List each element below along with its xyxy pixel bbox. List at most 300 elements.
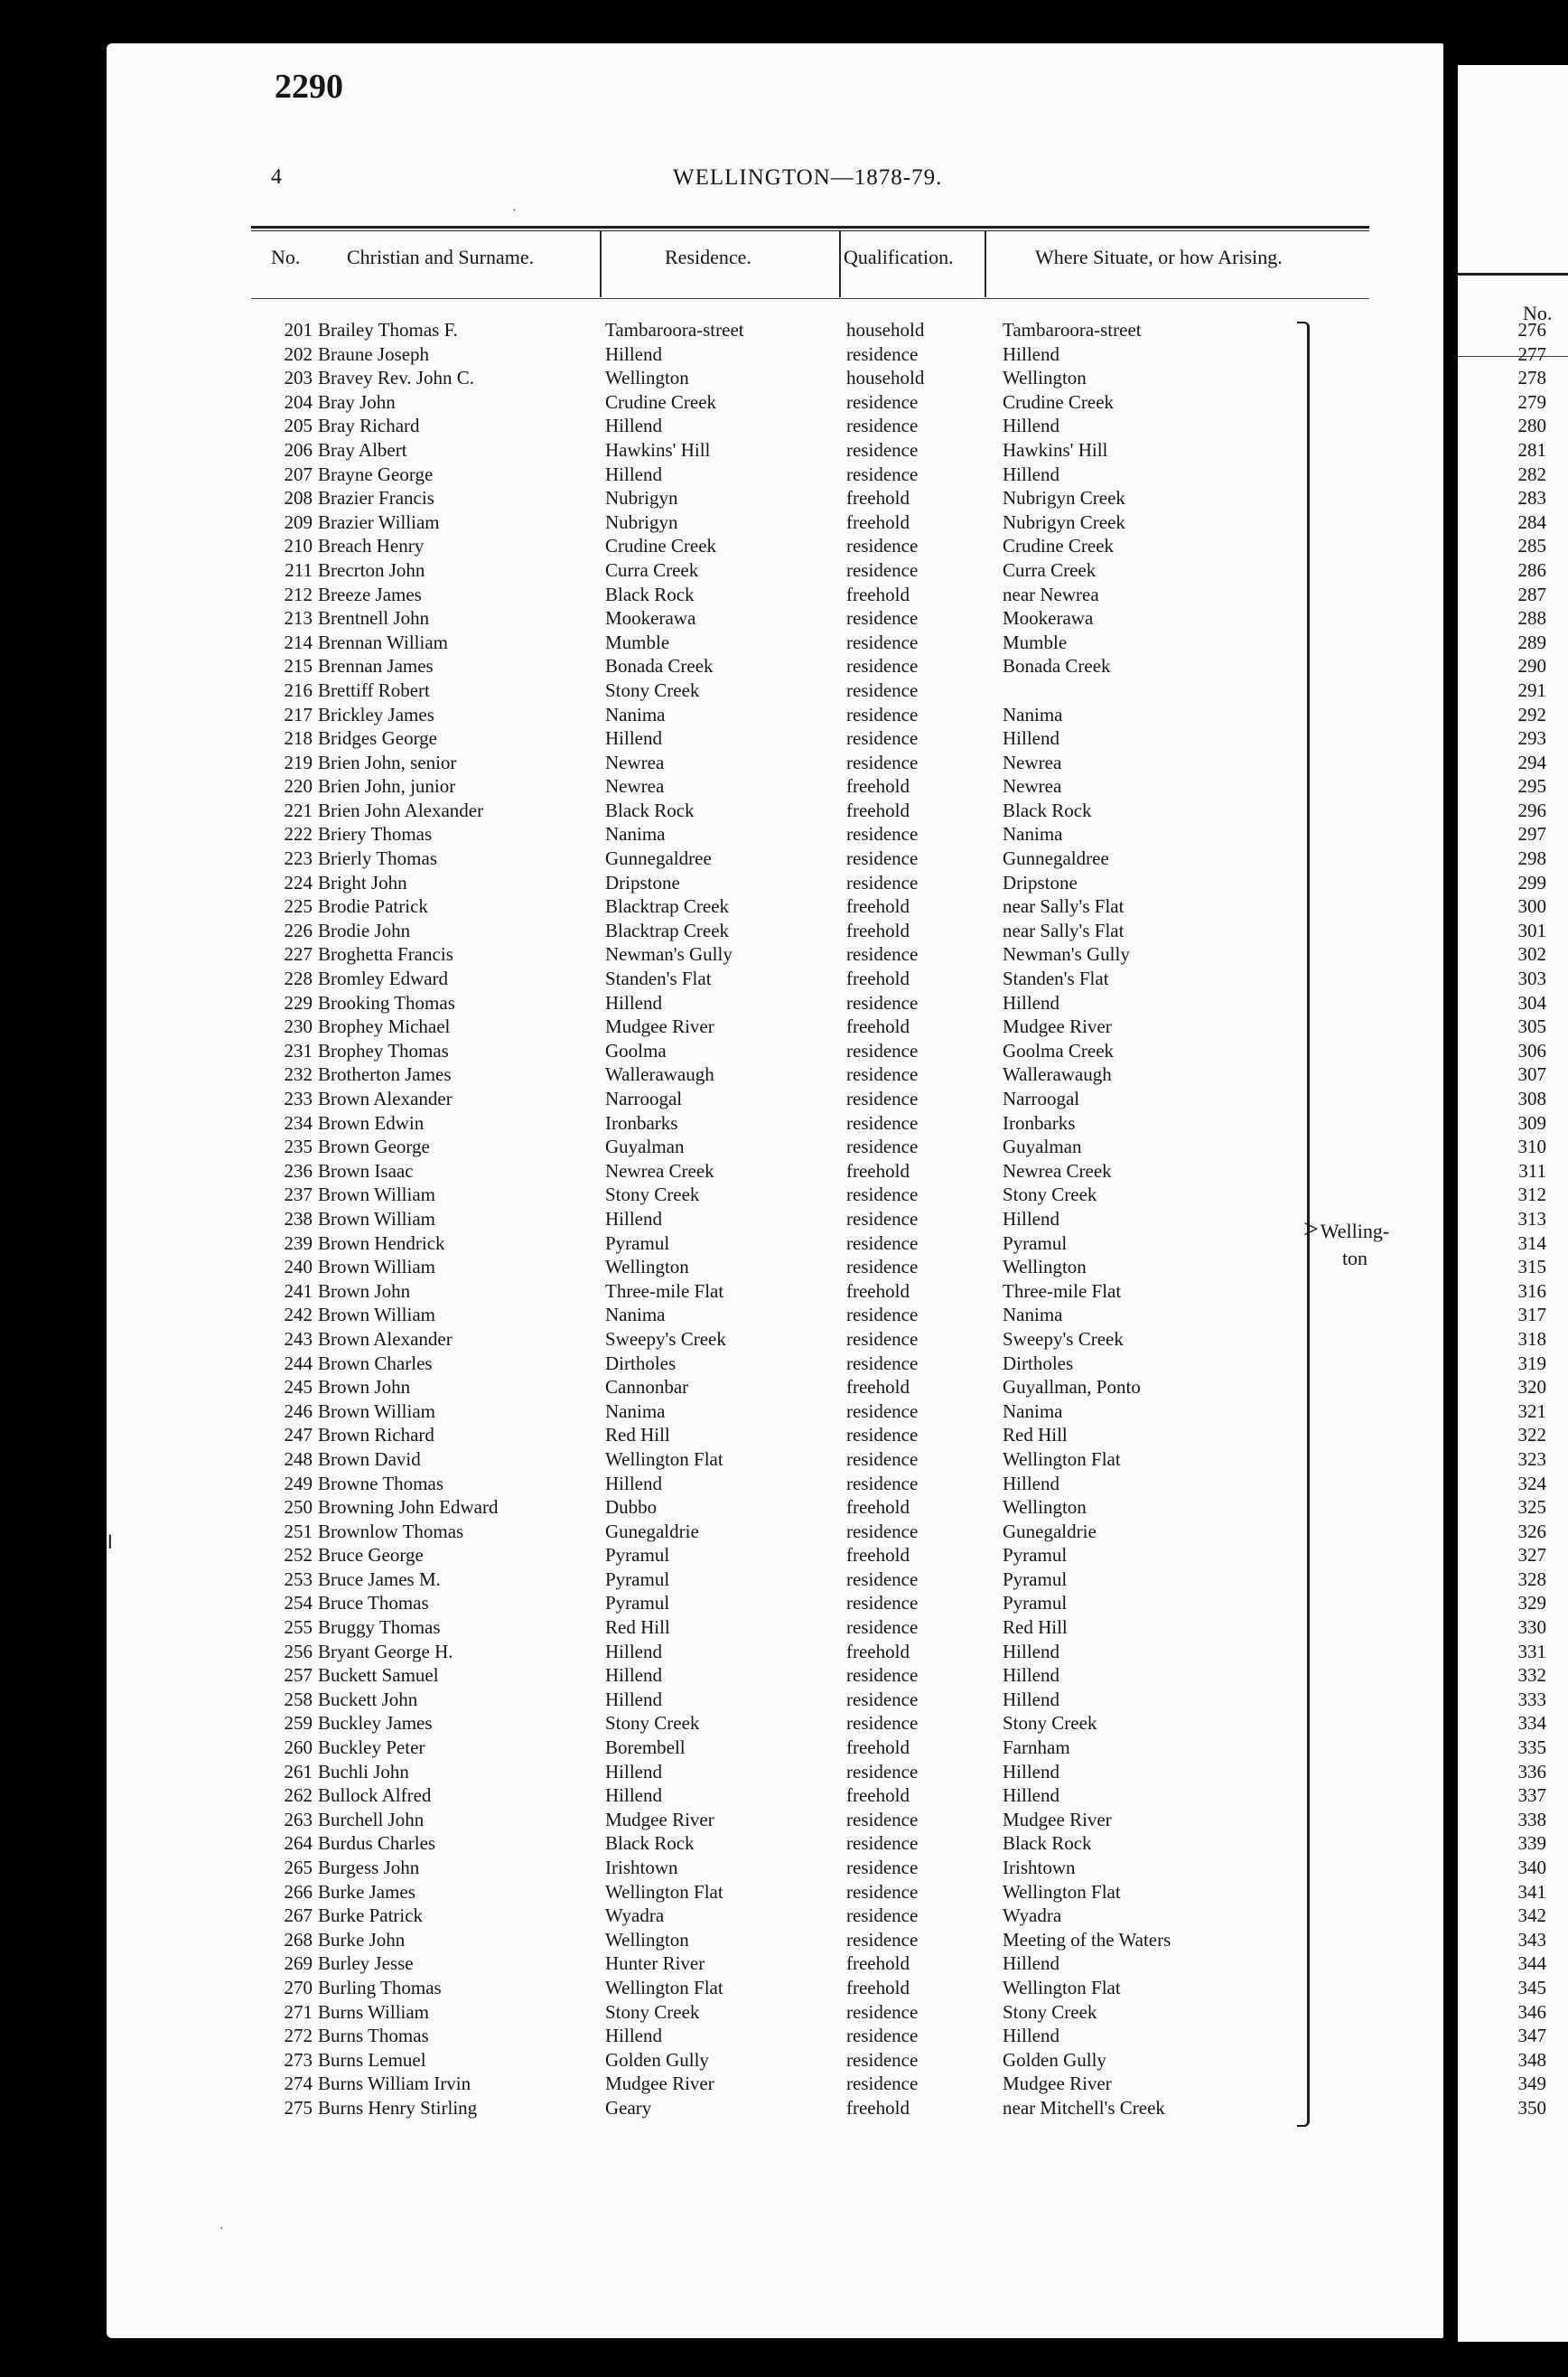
- table-row: [0, 1375, 1568, 1399]
- adjacent-entry-number: 281: [1517, 438, 1546, 461]
- where-situate: Wellington Flat: [1003, 1447, 1121, 1470]
- adjacent-entry-number: 309: [1517, 1111, 1546, 1134]
- residence: Hunter River: [605, 1952, 705, 1975]
- adjacent-entry-number: 304: [1517, 991, 1546, 1014]
- where-situate: Pyramul: [1003, 1231, 1068, 1254]
- entry-number: 216: [284, 678, 313, 701]
- adjacent-entry-number: 286: [1517, 558, 1546, 581]
- residence: Pyramul: [605, 1568, 670, 1590]
- table-row: [0, 1495, 1568, 1520]
- residence: Stony Creek: [605, 2000, 700, 2023]
- adjacent-entry-number: 336: [1517, 1760, 1546, 1783]
- qualification: residence: [846, 415, 919, 437]
- elector-name: Burke John: [318, 1928, 406, 1951]
- residence: Cannonbar: [605, 1376, 689, 1399]
- qualification: residence: [846, 1616, 919, 1639]
- where-situate: near Sally's Flat: [1003, 919, 1125, 941]
- table-row: [0, 2000, 1568, 2025]
- residence: Sweepy's Creek: [605, 1327, 726, 1350]
- elector-name: Bravey Rev. John C.: [318, 367, 475, 389]
- adjacent-entry-number: 323: [1517, 1447, 1546, 1470]
- residence: Blacktrap Creek: [605, 919, 730, 941]
- adjacent-entry-number: 346: [1517, 2000, 1546, 2023]
- adjacent-entry-number: 329: [1517, 1592, 1546, 1614]
- elector-name: Burns Lemuel: [318, 2048, 426, 2071]
- qualification: residence: [846, 727, 919, 750]
- elector-name: Brennan James: [318, 655, 434, 678]
- where-situate: Red Hill: [1003, 1424, 1068, 1446]
- elector-name: Brickley James: [318, 703, 434, 725]
- entry-number: 260: [284, 1736, 313, 1759]
- adjacent-entry-number: 330: [1517, 1616, 1546, 1639]
- qualification: residence: [846, 631, 919, 653]
- elector-name: Brown Charles: [318, 1352, 433, 1374]
- where-situate: Three-mile Flat: [1003, 1279, 1122, 1302]
- qualification: residence: [846, 1904, 919, 1927]
- elector-name: Burley Jesse: [318, 1952, 414, 1975]
- elector-name: Bray Richard: [318, 415, 420, 437]
- qualification: residence: [846, 1592, 919, 1614]
- entry-number: 247: [284, 1424, 313, 1446]
- adjacent-entry-number: 288: [1517, 607, 1546, 630]
- adjacent-entry-number: 322: [1517, 1424, 1546, 1446]
- residence: Wellington: [605, 367, 689, 389]
- adjacent-entry-number: 340: [1517, 1857, 1546, 1878]
- residence: Crudine Creek: [605, 390, 717, 413]
- adjacent-entry-number: 325: [1517, 1496, 1546, 1519]
- table-row: [0, 726, 1568, 751]
- elector-name: Bruce George: [318, 1544, 424, 1567]
- residence: Blacktrap Creek: [605, 895, 730, 918]
- qualification: residence: [846, 703, 919, 725]
- qualification: residence: [846, 1880, 919, 1903]
- elector-name: Brotherton James: [318, 1063, 452, 1086]
- table-row: [0, 919, 1568, 943]
- elector-name: Burke James: [318, 1880, 415, 1903]
- entry-number: 204: [284, 390, 313, 413]
- where-situate: Newrea: [1003, 751, 1062, 773]
- qualification: freehold: [846, 510, 910, 533]
- qualification: freehold: [846, 1976, 910, 1998]
- where-situate: Hillend: [1003, 415, 1059, 437]
- where-situate: Mudgee River: [1003, 1015, 1112, 1038]
- header-rule: [251, 226, 1369, 229]
- table-row: [0, 534, 1568, 558]
- elector-name: Brien John, senior: [318, 751, 457, 773]
- where-situate: Bonada Creek: [1003, 655, 1111, 678]
- table-row: [0, 2096, 1568, 2120]
- entry-number: 227: [284, 943, 313, 966]
- residence: Bonada Creek: [605, 655, 714, 678]
- residence: Black Rock: [605, 583, 695, 605]
- where-situate: Mookerawa: [1003, 607, 1094, 630]
- elector-name: Bray John: [318, 390, 396, 413]
- where-situate: Meeting of the Waters: [1003, 1928, 1171, 1951]
- entry-number: 250: [284, 1496, 313, 1519]
- qualification: residence: [846, 1447, 919, 1470]
- where-situate: Mudgee River: [1003, 1808, 1112, 1830]
- adjacent-entry-number: 279: [1517, 390, 1546, 413]
- table-row: [0, 1520, 1568, 1544]
- where-situate: Hillend: [1003, 1760, 1059, 1783]
- residence: Wallerawaugh: [605, 1063, 714, 1086]
- table-row: [0, 967, 1568, 991]
- elector-name: Buchli John: [318, 1760, 409, 1783]
- residence: Hillend: [605, 727, 662, 750]
- residence: Narroogal: [605, 1088, 683, 1109]
- qualification: freehold: [846, 775, 910, 798]
- table-row: [0, 1591, 1568, 1615]
- residence: Mumble: [605, 631, 670, 653]
- adjacent-entry-number: 345: [1517, 1976, 1546, 1998]
- table-row: [0, 1279, 1568, 1304]
- qualification: residence: [846, 607, 919, 630]
- qualification: freehold: [846, 895, 910, 918]
- table-row: [0, 1640, 1568, 1664]
- qualification: residence: [846, 463, 919, 485]
- adjacent-entry-number: 301: [1517, 919, 1546, 941]
- table-row: [0, 678, 1568, 703]
- entry-number: 206: [284, 438, 313, 461]
- qualification: residence: [846, 991, 919, 1014]
- entry-number: 230: [284, 1015, 313, 1038]
- table-row: [0, 847, 1568, 871]
- where-situate: Hillend: [1003, 1664, 1059, 1687]
- table-row: [0, 366, 1568, 390]
- residence: Hillend: [605, 1688, 662, 1710]
- entry-number: 233: [284, 1088, 313, 1109]
- residence: Gunnegaldree: [605, 847, 712, 870]
- qualification: residence: [846, 943, 919, 966]
- qualification: freehold: [846, 1279, 910, 1302]
- table-row: [0, 583, 1568, 607]
- where-situate: Guyallman, Ponto: [1003, 1376, 1141, 1399]
- where-situate: Mumble: [1003, 631, 1068, 653]
- entry-number: 205: [284, 415, 313, 437]
- entry-number: 246: [284, 1399, 313, 1422]
- running-title: WELLINGTON—1878-79.: [673, 165, 943, 190]
- table-row: [0, 1303, 1568, 1327]
- elector-name: Burchell John: [318, 1808, 425, 1830]
- qualification: freehold: [846, 487, 910, 510]
- table-row: [0, 1736, 1568, 1760]
- where-situate: Red Hill: [1003, 1616, 1068, 1639]
- where-situate: Hillend: [1003, 342, 1059, 365]
- table-row: [0, 894, 1568, 919]
- qualification: freehold: [846, 1640, 910, 1662]
- residence: Hillend: [605, 991, 662, 1014]
- residence: Nanima: [605, 703, 666, 725]
- elector-name: Brown William: [318, 1184, 436, 1206]
- table-row: [0, 1472, 1568, 1496]
- table-row: [0, 1399, 1568, 1424]
- table-row: [0, 703, 1568, 727]
- adjacent-entry-number: 344: [1517, 1952, 1546, 1975]
- qualification: residence: [846, 1472, 919, 1494]
- table-row: [0, 1928, 1568, 1952]
- qualification: residence: [846, 655, 919, 678]
- adjacent-entry-number: 307: [1517, 1063, 1546, 1086]
- entry-number: 262: [284, 1784, 313, 1807]
- elector-name: Browning John Edward: [318, 1496, 499, 1519]
- header-residence: Residence.: [665, 246, 751, 268]
- entry-number: 263: [284, 1808, 313, 1830]
- entry-number: 241: [284, 1279, 313, 1302]
- adjacent-entry-number: 296: [1517, 799, 1546, 821]
- where-situate: Hillend: [1003, 1640, 1059, 1662]
- elector-name: Brodie John: [318, 919, 411, 941]
- residence: Dubbo: [605, 1496, 658, 1519]
- entry-number: 225: [284, 895, 313, 918]
- where-situate: Mudgee River: [1003, 2073, 1112, 2095]
- residence: Stony Creek: [605, 1712, 700, 1735]
- qualification: residence: [846, 535, 919, 557]
- where-situate: Sweepy's Creek: [1003, 1327, 1124, 1350]
- residence: Hillend: [605, 1640, 662, 1662]
- entry-number: 219: [284, 751, 313, 773]
- residence: Mudgee River: [605, 2073, 714, 2095]
- adjacent-entry-number: 347: [1517, 2025, 1546, 2047]
- table-row: [0, 1831, 1568, 1856]
- qualification: residence: [846, 1712, 919, 1735]
- adjacent-entry-number: 278: [1517, 367, 1546, 389]
- adjacent-entry-number: 292: [1517, 703, 1546, 725]
- qualification: residence: [846, 1568, 919, 1590]
- qualification: residence: [846, 751, 919, 773]
- table-row: [0, 1688, 1568, 1712]
- entry-number: 264: [284, 1832, 313, 1855]
- entry-number: 267: [284, 1904, 313, 1927]
- table-row: [0, 654, 1568, 678]
- elector-name: Brien John, junior: [318, 775, 456, 798]
- where-situate: Goolma Creek: [1003, 1039, 1115, 1062]
- where-situate: Newman's Gully: [1003, 943, 1130, 966]
- where-situate: Narroogal: [1003, 1088, 1080, 1109]
- elector-name: Bray Albert: [318, 438, 407, 461]
- residence: Pyramul: [605, 1592, 670, 1614]
- entry-number: 245: [284, 1376, 313, 1399]
- elector-name: Bruce James M.: [318, 1568, 441, 1590]
- elector-name: Brown Richard: [318, 1424, 434, 1446]
- entry-number: 239: [284, 1231, 313, 1254]
- residence: Nanima: [605, 1399, 666, 1422]
- qualification: residence: [846, 1352, 919, 1374]
- qualification: residence: [846, 1399, 919, 1422]
- where-situate: near Newrea: [1003, 583, 1099, 605]
- qualification: household: [846, 319, 925, 341]
- elector-name: Brown Alexander: [318, 1088, 453, 1109]
- adjacent-entry-number: 315: [1517, 1256, 1546, 1278]
- elector-name: Burns Henry Stirling: [318, 2096, 478, 2119]
- entry-number: 273: [284, 2048, 313, 2071]
- qualification: residence: [846, 342, 919, 365]
- entry-number: 258: [284, 1688, 313, 1710]
- entry-number: 257: [284, 1664, 313, 1687]
- residence: Dirtholes: [605, 1352, 677, 1374]
- table-row: [0, 1808, 1568, 1832]
- adjacent-entry-number: 316: [1517, 1279, 1546, 1302]
- entry-number: 254: [284, 1592, 313, 1614]
- entry-number: 218: [284, 727, 313, 750]
- where-situate: Hawkins' Hill: [1003, 438, 1108, 461]
- elector-name: Bruggy Thomas: [318, 1616, 441, 1639]
- qualification: residence: [846, 1231, 919, 1254]
- adjacent-entry-number: 327: [1517, 1544, 1546, 1567]
- entry-number: 244: [284, 1352, 313, 1374]
- adjacent-entry-number: 287: [1517, 583, 1546, 605]
- adjacent-entry-number: 339: [1517, 1832, 1546, 1855]
- elector-name: Braune Joseph: [318, 342, 430, 365]
- entry-number: 232: [284, 1063, 313, 1086]
- table-row: [0, 631, 1568, 655]
- entry-number: 248: [284, 1447, 313, 1470]
- entry-number: 231: [284, 1039, 313, 1062]
- entry-number: 272: [284, 2025, 313, 2047]
- entry-number: 236: [284, 1159, 313, 1182]
- where-situate: Crudine Creek: [1003, 535, 1115, 557]
- table-row: [0, 942, 1568, 967]
- where-situate: Nubrigyn Creek: [1003, 510, 1125, 533]
- entry-number: 265: [284, 1857, 313, 1878]
- where-situate: Farnham: [1003, 1736, 1070, 1759]
- where-situate: Black Rock: [1003, 799, 1092, 821]
- residence: Nubrigyn: [605, 487, 678, 510]
- table-row: [0, 1976, 1568, 2000]
- entry-number: 217: [284, 703, 313, 725]
- where-situate: Newrea: [1003, 775, 1062, 798]
- where-situate: Hillend: [1003, 463, 1059, 485]
- entry-number: 251: [284, 1520, 313, 1542]
- entry-number: 270: [284, 1976, 313, 1998]
- qualification: residence: [846, 2048, 919, 2071]
- entry-number: 240: [284, 1256, 313, 1278]
- residence: Three-mile Flat: [605, 1279, 724, 1302]
- header-name: Christian and Surname.: [347, 246, 535, 268]
- table-row: [0, 1183, 1568, 1207]
- entry-number: 222: [284, 823, 313, 846]
- residence: Newrea Creek: [605, 1159, 714, 1182]
- qualification: residence: [846, 1688, 919, 1710]
- qualification: freehold: [846, 1736, 910, 1759]
- elector-name: Brayne George: [318, 463, 434, 485]
- qualification: freehold: [846, 919, 910, 941]
- entry-number: 271: [284, 2000, 313, 2023]
- qualification: residence: [846, 1424, 919, 1446]
- adjacent-entry-number: 276: [1517, 319, 1546, 341]
- where-situate: Hillend: [1003, 991, 1059, 1014]
- qualification: freehold: [846, 799, 910, 821]
- qualification: residence: [846, 1664, 919, 1687]
- where-situate: near Sally's Flat: [1003, 895, 1125, 918]
- qualification: residence: [846, 2073, 919, 2095]
- elector-name: Brailey Thomas F.: [318, 319, 458, 341]
- elector-name: Breach Henry: [318, 535, 425, 557]
- table-row: [0, 390, 1568, 415]
- qualification: freehold: [846, 1952, 910, 1975]
- where-situate: Tambaroora-street: [1003, 319, 1142, 341]
- table-row: [0, 1711, 1568, 1736]
- adjacent-entry-number: 299: [1517, 871, 1546, 894]
- table-row: [0, 1880, 1568, 1904]
- entry-number: 252: [284, 1544, 313, 1567]
- where-situate: Hillend: [1003, 1207, 1059, 1230]
- residence: Wellington Flat: [605, 1976, 723, 1998]
- where-situate: Stony Creek: [1003, 2000, 1097, 2023]
- table-row: [0, 1447, 1568, 1472]
- adjacent-entry-number: 285: [1517, 535, 1546, 557]
- elector-name: Burns Thomas: [318, 2025, 429, 2047]
- residence: Pyramul: [605, 1544, 670, 1567]
- adjacent-entry-number: 289: [1517, 631, 1546, 653]
- table-row: [0, 2048, 1568, 2073]
- where-situate: Hillend: [1003, 1688, 1059, 1710]
- adjacent-entry-number: 308: [1517, 1088, 1546, 1109]
- entry-number: 226: [284, 919, 313, 941]
- table-row: [0, 799, 1568, 823]
- residence: Red Hill: [605, 1616, 670, 1639]
- adjacent-entry-number: 333: [1517, 1688, 1546, 1710]
- elector-name: Brentnell John: [318, 607, 430, 630]
- elector-name: Brown Hendrick: [318, 1231, 445, 1254]
- where-situate: Black Rock: [1003, 1832, 1092, 1855]
- adjacent-entry-number: 282: [1517, 463, 1546, 485]
- table-row: [0, 606, 1568, 631]
- qualification: residence: [846, 871, 919, 894]
- qualification: freehold: [846, 968, 910, 990]
- adjacent-entry-number: 341: [1517, 1880, 1546, 1903]
- elector-name: Brooking Thomas: [318, 991, 455, 1014]
- elector-name: Buckley James: [318, 1712, 433, 1735]
- where-situate: Curra Creek: [1003, 558, 1097, 581]
- entry-number: 242: [284, 1304, 313, 1326]
- table-row: [0, 1663, 1568, 1688]
- residence: Hillend: [605, 1207, 662, 1230]
- where-situate: Wellington: [1003, 367, 1087, 389]
- where-situate: Nanima: [1003, 823, 1063, 846]
- qualification: residence: [846, 1808, 919, 1830]
- where-situate: Stony Creek: [1003, 1712, 1097, 1735]
- adjacent-entry-number: 350: [1517, 2096, 1546, 2119]
- entry-number: 235: [284, 1136, 313, 1158]
- entry-number: 214: [284, 631, 313, 653]
- residence: Nubrigyn: [605, 510, 678, 533]
- qualification: residence: [846, 1327, 919, 1350]
- residence: Wellington Flat: [605, 1447, 723, 1470]
- elector-name: Bromley Edward: [318, 968, 449, 990]
- adjacent-entry-number: 313: [1517, 1207, 1546, 1230]
- entry-number: 238: [284, 1207, 313, 1230]
- elector-name: Brown John: [318, 1279, 411, 1302]
- where-situate: Nubrigyn Creek: [1003, 487, 1125, 510]
- elector-name: Burdus Charles: [318, 1832, 436, 1855]
- adjacent-entry-number: 284: [1517, 510, 1546, 533]
- elector-name: Burke Patrick: [318, 1904, 424, 1927]
- adjacent-entry-number: 312: [1517, 1184, 1546, 1206]
- residence: Irishtown: [605, 1857, 678, 1878]
- where-situate: Hillend: [1003, 2025, 1059, 2047]
- entry-number: 274: [284, 2073, 313, 2095]
- elector-name: Bright John: [318, 871, 407, 894]
- adjacent-entry-number: 305: [1517, 1015, 1546, 1038]
- adjacent-entry-number: 311: [1518, 1159, 1546, 1182]
- adjacent-entry-number: 297: [1517, 823, 1546, 846]
- qualification: residence: [846, 1928, 919, 1951]
- table-row: [0, 1062, 1568, 1087]
- adjacent-entry-number: 324: [1517, 1472, 1546, 1494]
- header-bottom-rule: [251, 298, 1369, 299]
- entry-number: 211: [285, 558, 313, 581]
- where-situate: Nanima: [1003, 1399, 1063, 1422]
